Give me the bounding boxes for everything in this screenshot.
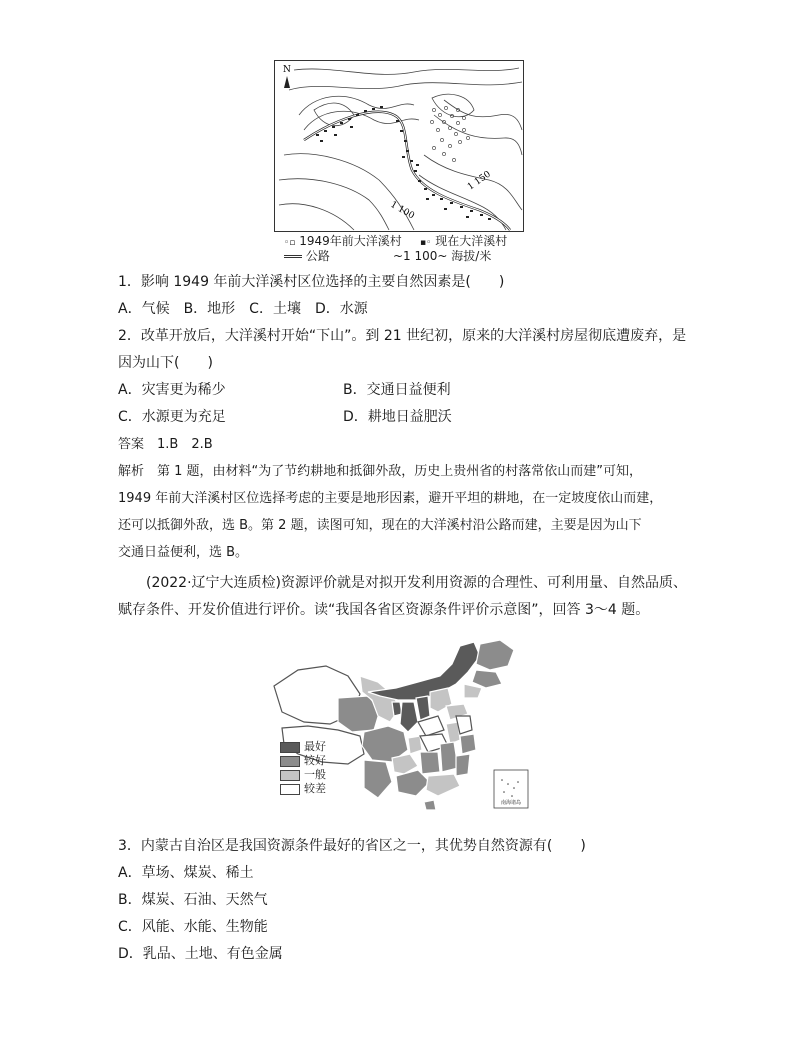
q2-stem-line1: 2．改革开放后，大洋溪村开始“下山”。到 21 世纪初，原来的大洋溪村房屋彻底遭废弃，是 <box>118 328 687 344</box>
new-village-icon: ▪◦ <box>420 238 432 248</box>
q1-options: A．气候 B．地形 C．土壤 D．水源 <box>118 301 368 317</box>
analysis-line1: 解析 第 1 题，由材料“为了节约耕地和抵御外敌，历史上贵州省的村落常依山而建”可知， <box>118 464 643 479</box>
legend-label-best: 最好 <box>304 740 326 753</box>
province-shanxi <box>416 696 430 720</box>
legend-swatch-average <box>280 770 300 781</box>
q2-option-b: B．交通日益便利 <box>343 382 451 398</box>
legend-new-village: ▪◦ 现在大洋溪村 <box>420 234 508 248</box>
contour-label-1100: 1 100 <box>388 199 416 222</box>
analysis-line3: 还可以抵御外敌，选 B。第 2 题，读图可知，现在的大洋溪村沿公路而建，主要是因为山下 <box>118 518 642 533</box>
province-chongqing <box>408 736 422 754</box>
village-topo-map <box>274 60 524 232</box>
province-liaoning <box>464 684 482 698</box>
q3-option-c: C．风能、水能、生物能 <box>118 919 268 935</box>
province-hainan <box>424 800 436 810</box>
province-shaanxi <box>400 702 418 732</box>
legend-label-poor: 较差 <box>304 782 326 795</box>
province-hunan <box>420 752 440 774</box>
analysis-line4: 交通日益便利，选 B。 <box>118 545 249 560</box>
province-heilongjiang <box>476 640 514 670</box>
q3-option-a: A．草场、煤炭、稀土 <box>118 865 254 881</box>
province-inner-mongolia <box>368 642 480 700</box>
analysis-line2: 1949 年前大洋溪村区位选择考虑的主要是地形因素，避开平坦的耕地，在一定坡度依山而建， <box>118 491 663 506</box>
q3-stem: 3．内蒙古自治区是我国资源条件最好的省区之一，其优势自然资源有( ) <box>118 838 586 854</box>
province-yunnan <box>364 760 392 798</box>
answer-line: 答案 1.B 2.B <box>118 437 213 452</box>
province-zhejiang <box>460 734 476 754</box>
q2-option-c: C．水源更为充足 <box>118 409 226 425</box>
legend-elevation: ~1 100~ 海拔/米 <box>393 249 492 263</box>
intro-line1: (2022·辽宁大连质检)资源评价就是对拟开发利用资源的合理性、可利用量、自然品质、 <box>146 575 688 591</box>
q2-option-d: D．耕地日益肥沃 <box>343 409 452 425</box>
north-label: N <box>283 65 291 75</box>
province-fujian <box>456 754 470 776</box>
contour-label-1150: 1 150 <box>465 169 493 193</box>
old-village-icon: ◦▫ <box>284 238 296 248</box>
inset-label: 南海诸岛 <box>500 800 521 806</box>
q2-stem-line2: 因为山下( ) <box>118 355 213 371</box>
legend-swatch-best <box>280 742 300 753</box>
legend-road: 公路 <box>284 249 330 263</box>
legend-label-good: 较好 <box>304 754 326 767</box>
province-jiangxi <box>440 742 458 772</box>
legend-old-village: ◦▫ 1949年前大洋溪村 <box>284 234 402 248</box>
road-icon <box>284 255 302 258</box>
q3-option-d: D．乳品、土地、有色金属 <box>118 946 283 962</box>
q2-option-a: A．灾害更为稀少 <box>118 382 226 398</box>
legend-label-average: 一般 <box>304 768 326 781</box>
legend-swatch-good <box>280 756 300 767</box>
province-jilin <box>472 670 502 688</box>
china-resource-map <box>268 636 532 812</box>
q3-option-b: B．煤炭、石油、天然气 <box>118 892 268 908</box>
province-guangdong <box>426 774 460 796</box>
legend-swatch-poor <box>280 784 300 795</box>
intro-line2: 赋存条件、开发价值进行评价。读“我国各省区资源条件评价示意图”，回答 3～4 题。 <box>118 602 650 618</box>
q1-stem: 1．影响 1949 年前大洋溪村区位选择的主要自然因素是( ) <box>118 274 505 290</box>
